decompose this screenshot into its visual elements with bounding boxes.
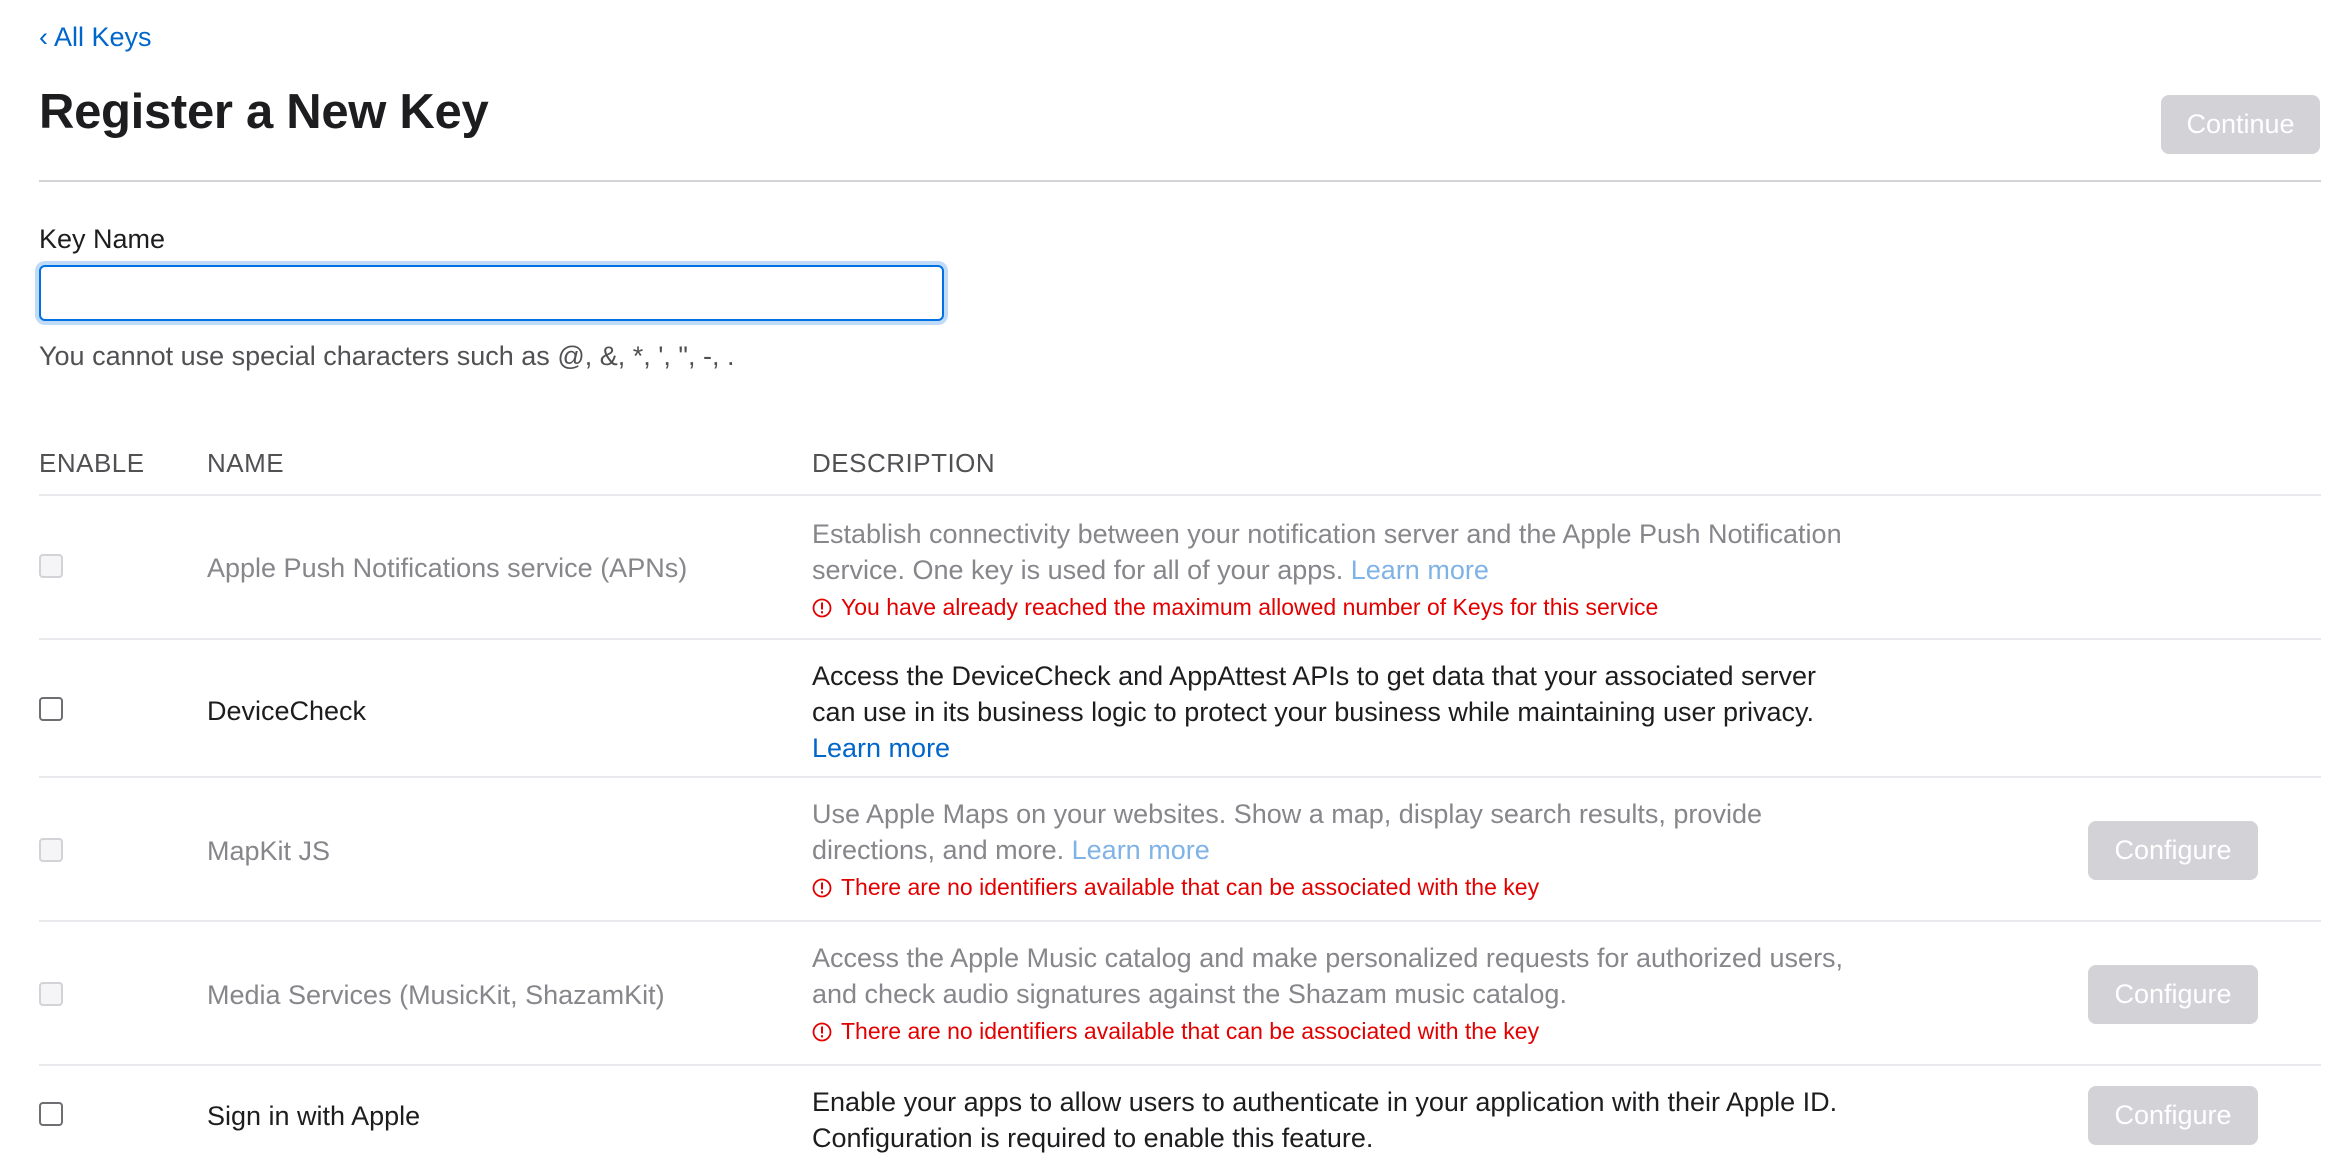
- table-row-mapkit-js: [39, 776, 2321, 922]
- continue-button[interactable]: Continue: [2161, 95, 2320, 154]
- service-name: DeviceCheck: [207, 696, 367, 726]
- table-row-devicecheck: [39, 638, 2321, 778]
- service-warning: There are no identifiers available that can be associated with the key: [812, 1018, 1539, 1045]
- service-description: Establish connectivity between your notification server and the Apple Push Notification service. One key is used for all of your apps. Learn more: [812, 519, 1842, 585]
- column-header-enable: ENABLE: [39, 448, 145, 478]
- enable-checkbox-media-services[interactable]: [39, 982, 63, 1006]
- column-header-name: NAME: [207, 448, 285, 478]
- service-name: Sign in with Apple: [207, 1101, 421, 1131]
- service-description: Access the DeviceCheck and AppAttest APIs to get data that your associated server can use in its business logic to protect your business while maintaining user privacy. Learn more: [812, 661, 1817, 763]
- service-warning: You have already reached the maximum allowed number of Keys for this service: [812, 594, 1658, 621]
- table-row-apns: [39, 494, 2321, 640]
- learn-more-link[interactable]: Learn more: [1350, 555, 1489, 585]
- enable-checkbox-apns[interactable]: [39, 554, 63, 578]
- key-name-input[interactable]: [39, 265, 944, 321]
- configure-button-sign-in-with-apple[interactable]: Configure: [2088, 1086, 2258, 1145]
- service-name: Apple Push Notifications service (APNs): [207, 553, 688, 583]
- service-description: Enable your apps to allow users to authenticate in your application with their Apple ID. Configuration is required to enable this feature.: [812, 1087, 1838, 1153]
- page-title: Register a New Key: [39, 85, 489, 139]
- configure-button-mapkit-js[interactable]: Configure: [2088, 821, 2258, 880]
- service-description: Use Apple Maps on your websites. Show a map, display search results, provide directions, and more. Learn more: [812, 799, 1762, 865]
- configure-button-media-services[interactable]: Configure: [2088, 965, 2258, 1024]
- exclamation-circle-icon: [812, 598, 832, 618]
- key-name-label: Key Name: [39, 224, 166, 254]
- enable-checkbox-mapkit-js[interactable]: [39, 838, 63, 862]
- service-warning: There are no identifiers available that can be associated with the key: [812, 874, 1539, 901]
- header-divider: [39, 180, 2321, 182]
- table-row-media-services: [39, 920, 2321, 1066]
- service-name: Media Services (MusicKit, ShazamKit): [207, 980, 665, 1010]
- learn-more-link[interactable]: Learn more: [812, 733, 951, 763]
- service-description: Access the Apple Music catalog and make personalized requests for authorized users, and check audio signatures against the Shazam music catalog.: [812, 943, 1844, 1009]
- column-header-description: DESCRIPTION: [812, 448, 996, 478]
- key-name-hint: You cannot use special characters such as @, &, *, ', ", -, .: [39, 341, 735, 371]
- enable-checkbox-devicecheck[interactable]: [39, 697, 63, 721]
- all-keys-back-link[interactable]: ‹ All Keys: [39, 22, 152, 52]
- learn-more-link[interactable]: Learn more: [1071, 835, 1210, 865]
- exclamation-circle-icon: [812, 878, 832, 898]
- service-name: MapKit JS: [207, 836, 331, 866]
- enable-checkbox-sign-in-with-apple[interactable]: [39, 1102, 63, 1126]
- exclamation-circle-icon: [812, 1022, 832, 1042]
- table-row-sign-in-with-apple: [39, 1064, 2321, 1165]
